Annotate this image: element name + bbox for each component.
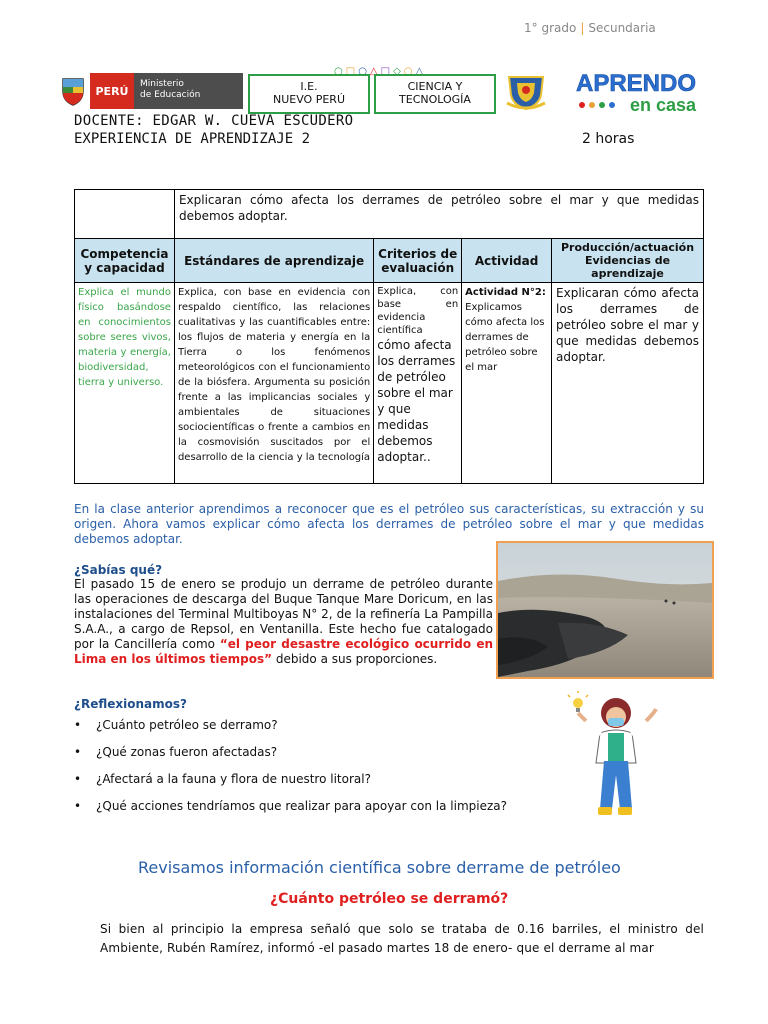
produccion-cell: Explicaran cómo afecta los derrames de petróleo sobre el mar y que medidas debemos adoptar. <box>552 283 704 484</box>
svg-text:en casa: en casa <box>630 95 697 115</box>
learning-table <box>74 189 704 484</box>
grade-text: 1° grado <box>524 21 577 35</box>
bullet-marker: • <box>74 718 82 732</box>
table-content-row <box>75 283 704 484</box>
peru-label: PERÚ <box>90 73 134 109</box>
school-line-2: NUEVO PERÚ <box>273 93 345 106</box>
grade-label <box>524 21 656 35</box>
list-item <box>74 799 507 826</box>
aprendo-en-casa-logo <box>574 69 720 115</box>
question-text: ¿Afectará a la fauna y flora de nuestro litoral? <box>96 772 371 786</box>
ministry-label <box>134 73 243 109</box>
oil-spill-beach-photo <box>496 541 714 679</box>
subject-line-1: CIENCIA Y <box>407 80 463 93</box>
decorative-dots: ○□○△□◇○△ <box>334 66 427 77</box>
bullet-marker: • <box>74 799 82 813</box>
reflexionamos-title: ¿Reflexionamos? <box>74 697 187 711</box>
header-produccion <box>552 239 704 283</box>
header-competencia: Competencia y capacidad <box>75 239 175 283</box>
sabias-paragraph <box>74 577 493 667</box>
body-paragraph: Si bien al principio la empresa señaló que solo se trataba de 0.16 barriles, el ministro del Ambiente, Rubén Ramírez, informó -el pasado martes 18 de enero- que el derrame al mar <box>100 922 704 955</box>
estandares-cell: Explica, con base en evidencia con respaldo científico, las relaciones cualitativas y las cuantificables entre: los flujos de materia y energía en la Tierra o los fenómenos meteorológicos con el funcionamiento de la biósfera. Argumenta su posición frente a las implicancias sociales y ambientales de situaciones sociocientíficas o frente a cambios en la cosmovisión suscitados por el desarrollo de la ciencia y la tecnología <box>174 283 373 484</box>
list-item <box>74 745 507 772</box>
question-text: ¿Qué zonas fueron afectadas? <box>96 745 278 759</box>
criterios-small-text: Explica, con base en evidencia científica <box>377 286 459 336</box>
question-text: ¿Cuánto petróleo se derramo? <box>96 718 278 732</box>
subject-line-2: TECNOLOGÍA <box>399 93 471 106</box>
ministry-line-1: Ministerio <box>140 79 184 89</box>
ministry-logo <box>58 73 243 109</box>
competencia-cell: Explica el mundo físico basándose en conocimientos sobre seres vivos, materia y energía, biodiversidad, tierra y universo. <box>75 283 175 484</box>
header-criterios: Criterios de evaluación <box>374 239 462 283</box>
list-item <box>74 772 507 799</box>
actividad-label: Actividad N°2: <box>465 287 546 298</box>
actividad-text: Explicamos cómo afecta los derrames de petróleo sobre el mar <box>465 302 545 373</box>
school-emblem-icon <box>505 73 547 111</box>
table-header-row <box>75 239 704 283</box>
empty-cell <box>75 190 175 239</box>
bullet-marker: • <box>74 772 82 786</box>
svg-text:APRENDO: APRENDO <box>576 70 697 97</box>
student-illustration <box>566 691 664 825</box>
coat-of-arms-icon <box>58 73 88 109</box>
sabias-text-before: El pasado 15 de enero se produjo un derrame de petróleo durante las operaciones de descarga del Buque Tanque Mare Doricum, en las instalaciones del Terminal Multiboyas N° 2, de la refinería La Pampilla S.A.A., a cargo de Repsol, en Ventanilla. Este hecho fue catalogado por la Cancillería como <box>74 577 493 651</box>
section-heading: Revisamos información científica sobre derrame de petróleo <box>138 858 621 877</box>
sabias-text-after: debido a sus proporciones. <box>275 652 438 666</box>
subject-box <box>374 74 496 114</box>
experience-title: EXPERIENCIA DE APRENDIZAJE 2 <box>74 131 311 147</box>
intro-paragraph: En la clase anterior aprendimos a reconocer que es el petróleo sus características, su extracción y su origen. Ahora vamos explicar cómo afecta los derrames de petróleo sobre el mar y que medidas debemos adoptar. <box>74 502 704 546</box>
reflection-questions <box>74 718 507 826</box>
header-produccion-line-1: Producción/actuación <box>560 241 695 254</box>
level-text: Secundaria <box>588 21 656 35</box>
school-line-1: I.E. <box>300 80 318 93</box>
teacher-name: DOCENTE: EDGAR W. CUEVA ESCUDERO <box>74 113 354 129</box>
actividad-cell <box>462 283 552 484</box>
criterios-big-text: cómo afecta los derrames de petróleo sobre el mar y que medidas debemos adoptar.. <box>377 338 456 464</box>
header-produccion-line-2: Evidencias de aprendizaje <box>585 254 671 280</box>
list-item <box>74 718 507 745</box>
sabias-quote: “el peor desastre ecológico ocurrido en Lima en los últimos tiempos” <box>74 637 493 666</box>
purpose-cell: Explicaran cómo afecta los derrames de petróleo sobre el mar y que medidas debemos adoptar. <box>174 190 703 239</box>
ministry-line-2: de Educación <box>140 90 201 100</box>
bullet-marker: • <box>74 745 82 759</box>
sabias-title: ¿Sabías qué? <box>74 563 163 577</box>
subsection-heading: ¿Cuánto petróleo se derramó? <box>270 891 509 907</box>
header-actividad: Actividad <box>462 239 552 283</box>
criterios-cell <box>374 283 462 484</box>
header-estandares: Estándares de aprendizaje <box>174 239 373 283</box>
duration-label: 2 horas <box>582 131 635 147</box>
purpose-row <box>75 190 704 239</box>
question-text: ¿Qué acciones tendríamos que realizar para apoyar con la limpieza? <box>96 799 507 813</box>
school-box <box>248 74 370 114</box>
grade-separator: | <box>580 21 585 35</box>
